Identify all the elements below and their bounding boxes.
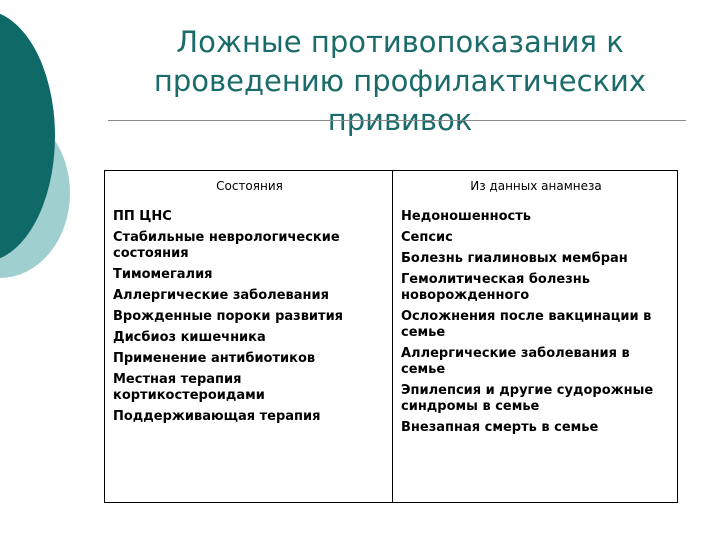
condition-item: Стабильные неврологические состояния — [113, 230, 340, 261]
condition-item: Применение антибиотиков — [113, 351, 316, 366]
conditions-header: Состояния — [216, 179, 283, 193]
condition-item: ПП ЦНС — [113, 209, 172, 224]
anamnesis-list — [401, 209, 671, 436]
condition-item: Тимомегалия — [113, 267, 213, 282]
condition-item: Местная терапия кортикостероидами — [113, 372, 265, 403]
conditions-column — [105, 171, 393, 502]
anamnesis-item: Гемолитическая болезнь новорожденного — [401, 272, 590, 303]
condition-item: Аллергические заболевания — [113, 288, 329, 303]
slide-title: Ложные противопоказания к проведению профилактических прививок — [153, 25, 647, 138]
contraindications-table — [104, 170, 678, 503]
condition-item: Дисбиоз кишечника — [113, 330, 266, 345]
conditions-list — [113, 209, 386, 425]
anamnesis-item: Сепсис — [401, 230, 453, 245]
anamnesis-header: Из данных анамнеза — [470, 179, 602, 193]
anamnesis-item: Аллергические заболевания в семье — [401, 346, 630, 377]
condition-item: Врожденные пороки развития — [113, 309, 344, 324]
anamnesis-item: Осложнения после вакцинации в семье — [401, 309, 652, 340]
anamnesis-item: Внезапная смерть в семье — [401, 420, 599, 435]
anamnesis-column — [393, 171, 677, 502]
anamnesis-item: Недоношенность — [401, 209, 532, 224]
condition-item: Поддерживающая терапия — [113, 409, 321, 424]
anamnesis-item: Болезнь гиалиновых мембран — [401, 251, 628, 266]
anamnesis-item: Эпилепсия и другие судорожные синдромы в семье — [401, 383, 654, 414]
title-divider — [108, 120, 686, 121]
